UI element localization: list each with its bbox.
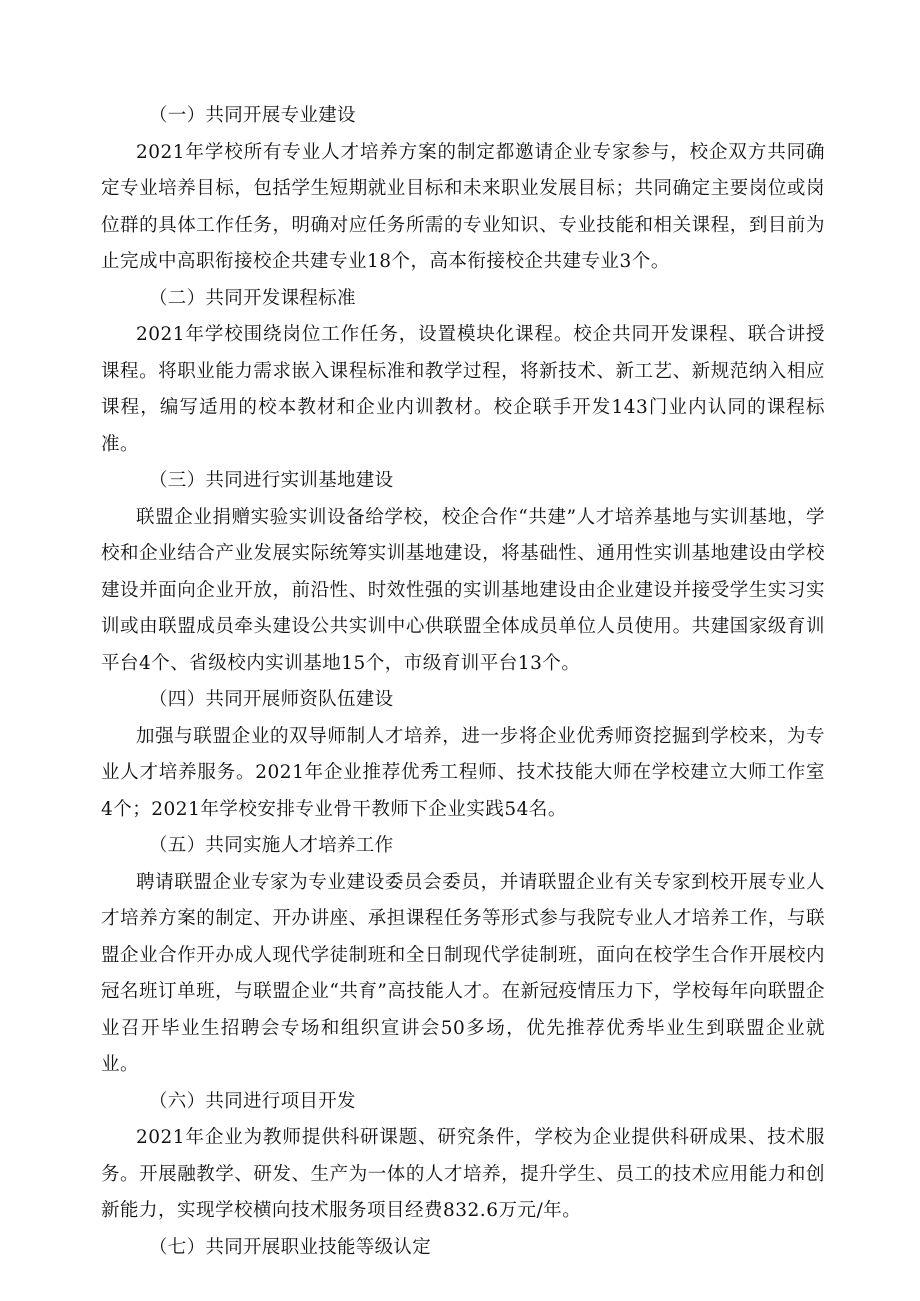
document-body xyxy=(101,98,825,1266)
section-4-heading: （四）共同开展师资队伍建设 xyxy=(149,689,394,710)
section-1-heading: （一）共同开展专业建设 xyxy=(149,105,356,126)
section-7-heading: （七）共同开展职业技能等级认定 xyxy=(149,1236,432,1258)
section-2-heading: （二）共同开发课程标准 xyxy=(149,287,356,309)
section-3-paragraph: 联盟企业捐赠实验实训设备给学校，校企合作“共建”人才培养基地与实训基地，学校和企业结合产业发展实际统筹实训基地建设，将基础性、通用性实训基地建设由学校建设并面向企业开放，前沿性、时效性强的实训基地建设由企业建设并接受学生实习实训或由联盟成员牵头建设公共实训中心供联盟全体成员单位人员使用。共建国家级育训平台4个、省级校内实训基地15个，市级育训平台13个。 xyxy=(101,506,825,674)
section-5-heading: （五）共同实施人才培养工作 xyxy=(149,835,394,856)
section-3-heading: （三）共同进行实训基地建设 xyxy=(149,470,394,491)
section-4-paragraph: 加强与联盟企业的双导师制人才培养，进一步将企业优秀师资挖掘到学校来，为专业人才培养服务。2021年企业推荐优秀工程师、技术技能大师在学校建立大师工作室4个；2021年学校安排专业骨干教师下企业实践54名。 xyxy=(101,725,825,820)
section-6-heading: （六）共同进行项目开发 xyxy=(149,1090,356,1112)
section-1-paragraph: 2021年学校所有专业人才培养方案的制定都邀请企业专家参与，校企双方共同确定专业培养目标，包括学生短期就业目标和未来职业发展目标；共同确定主要岗位或岗位群的具体工作任务，明确对应任务所需的专业知识、专业技能和相关课程，到目前为止完成中高职衔接校企共建专业18个，高本衔接校企共建专业3个。 xyxy=(101,141,825,272)
section-5-paragraph: 聘请联盟企业专家为专业建设委员会委员，并请联盟企业有关专家到校开展专业人才培养方案的制定、开办讲座、承担课程任务等形式参与我院专业人才培养工作，与联盟企业合作开办成人现代学徒制班和全日制现代学徒制班，面向在校学生合作开展校内冠名班订单班，与联盟企业“共育”高技能人才。在新冠疫情压力下，学校每年向联盟企业召开毕业生招聘会专场和组织宣讲会50多场，优先推荐优秀毕业生到联盟企业就业。 xyxy=(101,871,825,1075)
section-6-paragraph: 2021年企业为教师提供科研课题、研究条件，学校为企业提供科研成果、技术服务。开展融教学、研发、生产为一体的人才培养，提升学生、员工的技术应用能力和创新能力，实现学校横向技术服务项目经费832.6万元/年。 xyxy=(101,1127,825,1221)
section-2-paragraph: 2021年学校围绕岗位工作任务，设置模块化课程。校企共同开发课程、联合讲授课程。将职业能力需求嵌入课程标准和教学过程，将新技术、新工艺、新规范纳入相应课程，编写适用的校本教材和企业内训教材。校企联手开发143门业内认同的课程标准。 xyxy=(101,324,825,455)
